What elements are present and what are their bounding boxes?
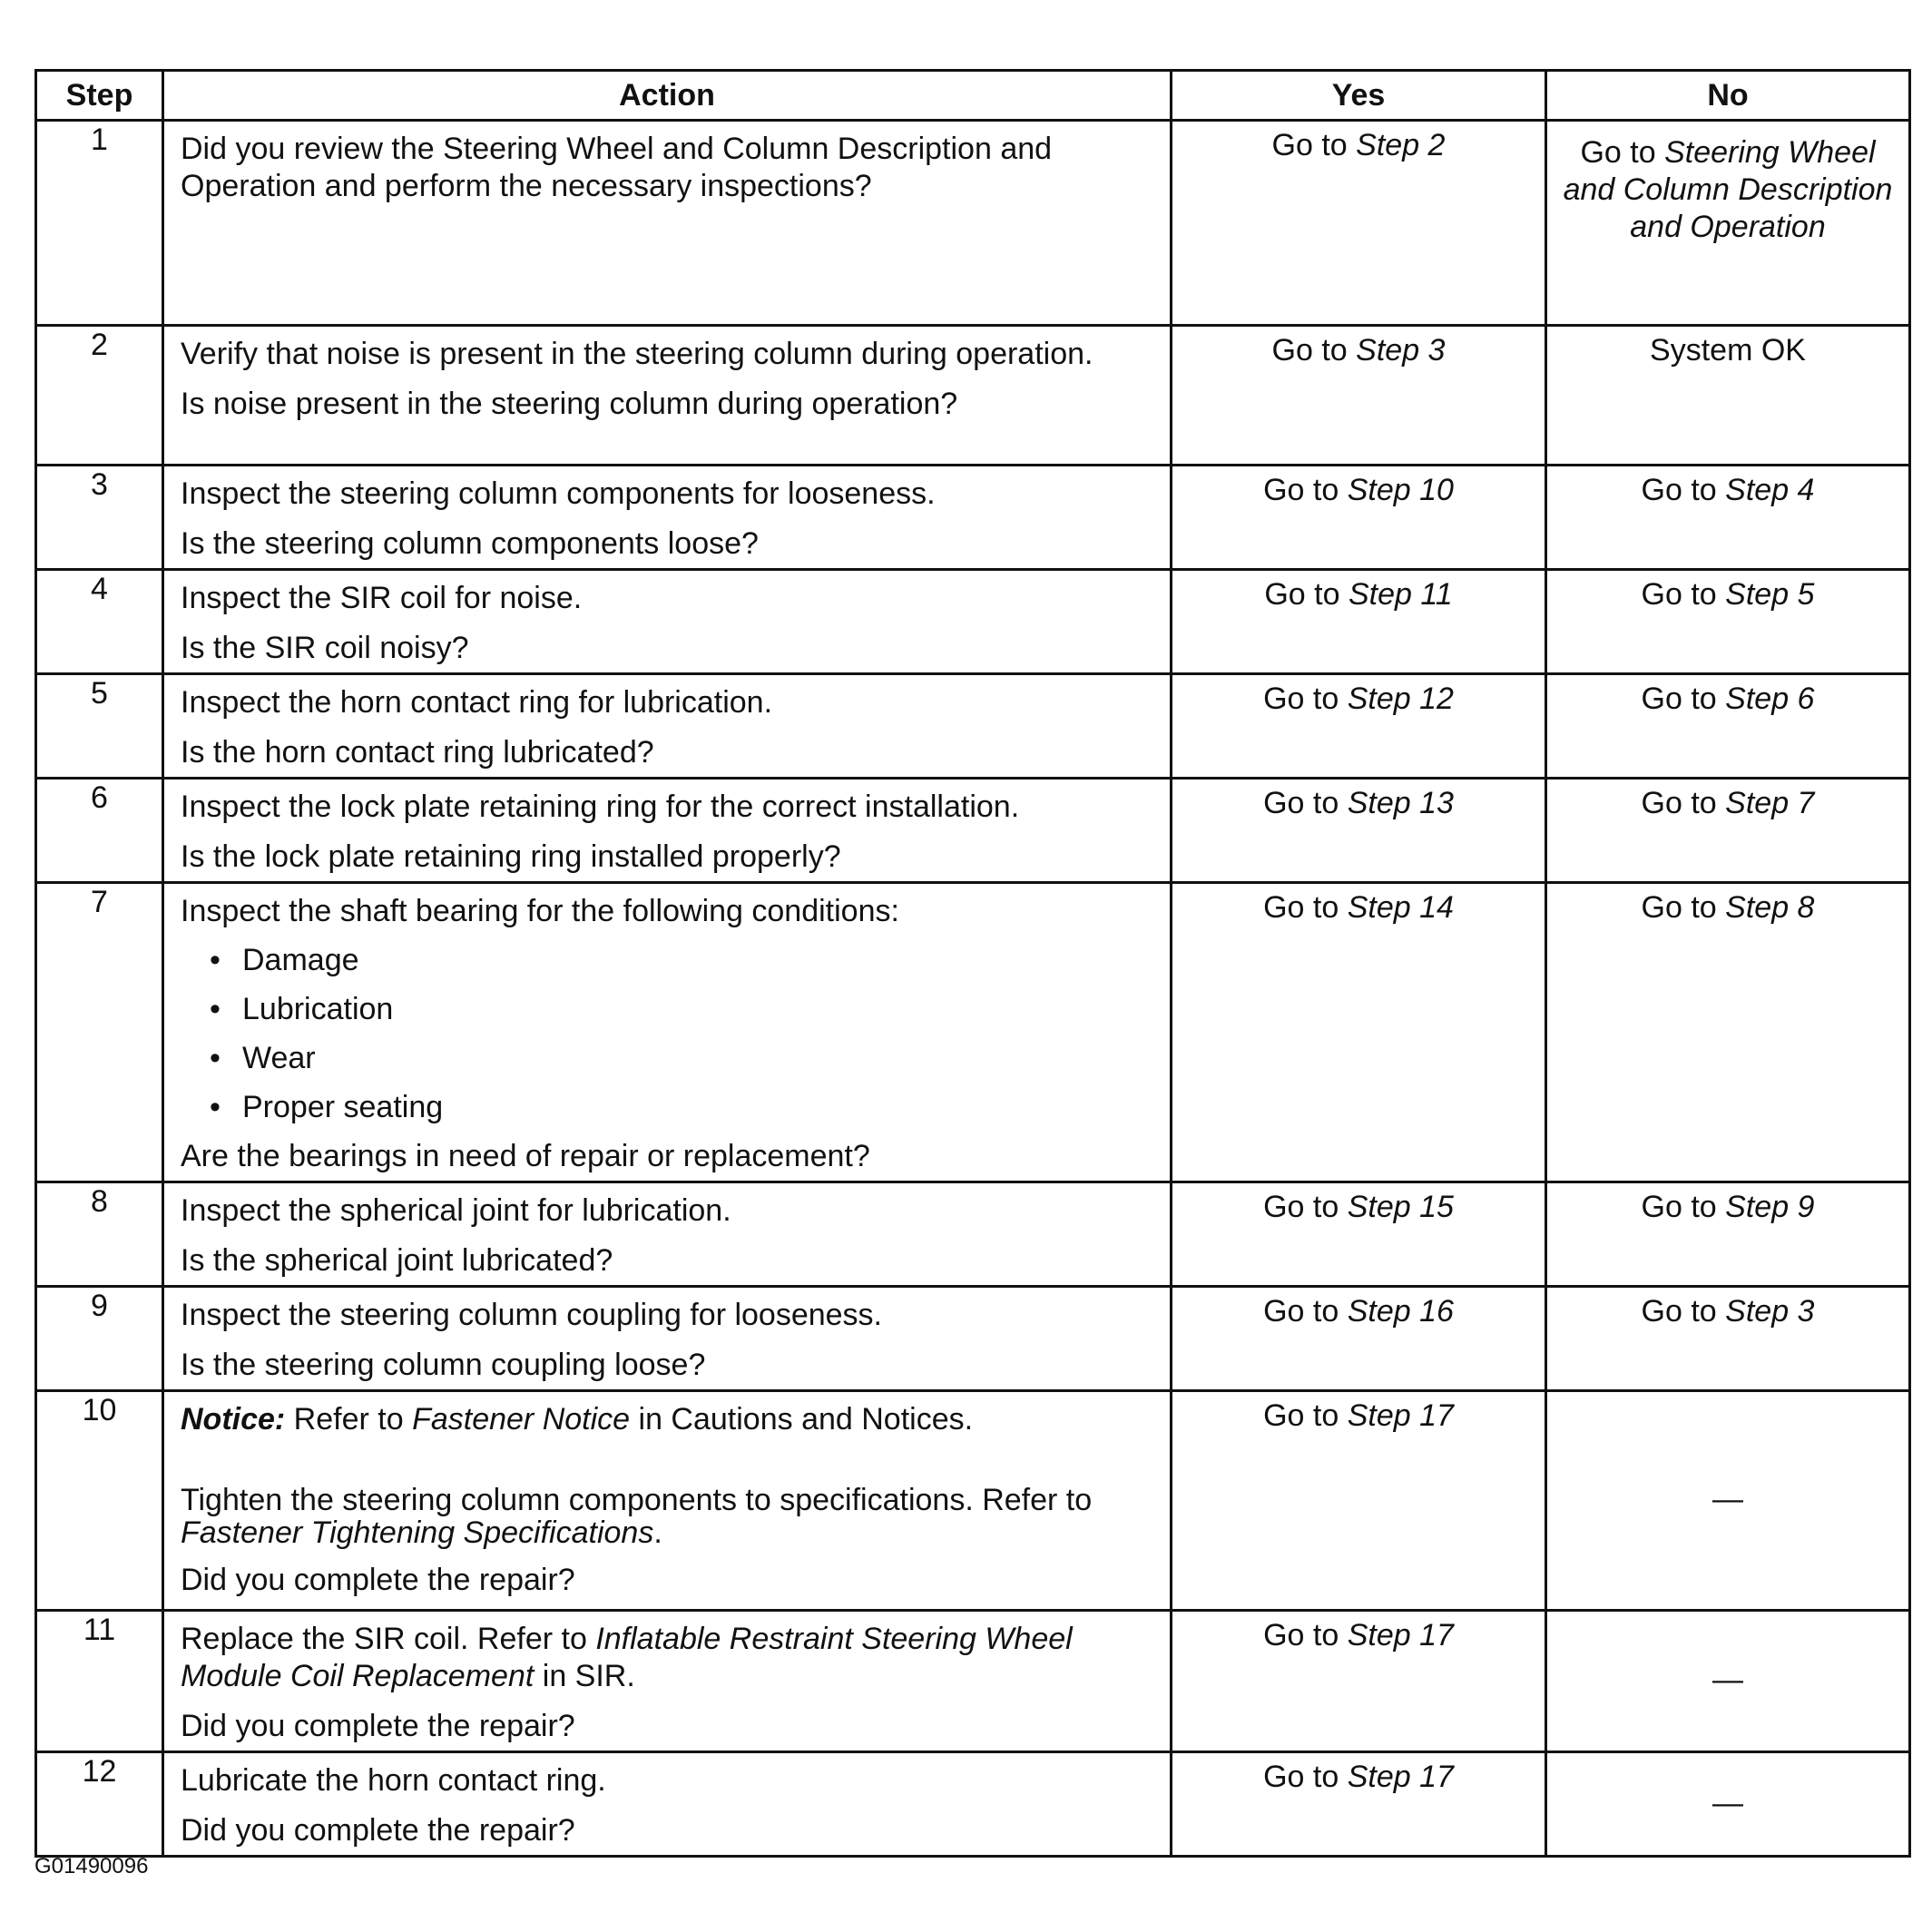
step-number: 5 bbox=[36, 674, 163, 779]
no-text: System OK bbox=[1650, 333, 1806, 368]
action-question: Is the spherical joint lubricated? bbox=[181, 1243, 613, 1278]
no-step-ref: Step 7 bbox=[1725, 786, 1815, 820]
table-row bbox=[36, 779, 1910, 883]
action-text: Inspect the lock plate retaining ring for the correct installation. bbox=[181, 789, 1020, 824]
bullet-dot-icon: • bbox=[210, 1090, 221, 1124]
action-text: Inspect the shaft bearing for the following conditions: bbox=[181, 894, 899, 928]
action-question: Did you complete the repair? bbox=[181, 1709, 575, 1743]
header-yes: Yes bbox=[1172, 71, 1546, 121]
yes-cell bbox=[1172, 1391, 1546, 1611]
no-prefix: Go to bbox=[1641, 1294, 1717, 1329]
figure-id: G01490096 bbox=[34, 1854, 149, 1878]
step-number: 9 bbox=[36, 1287, 163, 1391]
yes-step-ref: Step 12 bbox=[1347, 682, 1454, 716]
no-dash: — bbox=[1712, 1662, 1743, 1697]
step-number: 1 bbox=[36, 121, 163, 326]
yes-cell bbox=[1172, 326, 1546, 466]
no-step-ref: Step 8 bbox=[1725, 890, 1815, 925]
replace-text: Replace the SIR coil. Refer to bbox=[181, 1622, 596, 1656]
yes-step-ref: Step 15 bbox=[1347, 1190, 1454, 1224]
no-cell bbox=[1546, 570, 1910, 674]
action-question: Is the horn contact ring lubricated? bbox=[181, 735, 654, 770]
header-step: Step bbox=[36, 71, 163, 121]
yes-step-ref: Step 17 bbox=[1347, 1398, 1454, 1433]
yes-prefix: Go to bbox=[1263, 1760, 1339, 1794]
yes-step-ref: Step 14 bbox=[1347, 890, 1454, 925]
yes-prefix: Go to bbox=[1263, 1294, 1339, 1329]
yes-prefix: Go to bbox=[1263, 890, 1339, 925]
step-number: 2 bbox=[36, 326, 163, 466]
action-text: Did you review the Steering Wheel and Column Description and Operation and perform the necessary inspections? bbox=[181, 132, 1053, 203]
notice-ref: Fastener Notice bbox=[412, 1402, 631, 1437]
yes-step-ref: Step 16 bbox=[1347, 1294, 1454, 1329]
bullet-item bbox=[181, 1040, 1157, 1077]
table-row bbox=[36, 326, 1910, 466]
action-cell bbox=[163, 1752, 1172, 1857]
step-number: 11 bbox=[36, 1611, 163, 1752]
yes-prefix: Go to bbox=[1263, 1190, 1339, 1224]
yes-cell bbox=[1172, 1611, 1546, 1752]
yes-step-ref: Step 17 bbox=[1347, 1760, 1454, 1794]
yes-prefix: Go to bbox=[1263, 1618, 1339, 1652]
action-text bbox=[181, 1621, 1157, 1695]
yes-prefix: Go to bbox=[1263, 1398, 1339, 1433]
step-number: 8 bbox=[36, 1182, 163, 1287]
action-question: Is noise present in the steering column during operation? bbox=[181, 387, 958, 421]
replace-text-end: in SIR. bbox=[534, 1659, 635, 1693]
yes-cell bbox=[1172, 121, 1546, 326]
no-prefix: Go to bbox=[1641, 473, 1717, 507]
step-number: 3 bbox=[36, 466, 163, 570]
no-prefix: Go to bbox=[1641, 577, 1717, 612]
no-dash: — bbox=[1712, 1482, 1743, 1516]
yes-cell bbox=[1172, 883, 1546, 1182]
step-number: 7 bbox=[36, 883, 163, 1182]
no-cell bbox=[1546, 674, 1910, 779]
yes-cell bbox=[1172, 570, 1546, 674]
no-dash: — bbox=[1712, 1785, 1743, 1820]
no-prefix: Go to bbox=[1641, 682, 1717, 716]
no-cell bbox=[1546, 1752, 1910, 1857]
no-prefix: Go to bbox=[1641, 1190, 1717, 1224]
bullet-dot-icon: • bbox=[210, 992, 221, 1026]
table-header-row bbox=[36, 71, 1910, 121]
replacement-ref: Inflatable Restraint Steering Wheel Module Coil Replacement bbox=[181, 1622, 1073, 1693]
no-cell bbox=[1546, 1391, 1910, 1611]
no-cell bbox=[1546, 121, 1910, 326]
yes-cell bbox=[1172, 1287, 1546, 1391]
action-text: Inspect the steering column coupling for looseness. bbox=[181, 1298, 883, 1332]
no-cell bbox=[1546, 466, 1910, 570]
yes-step-ref: Step 10 bbox=[1347, 473, 1454, 507]
yes-cell bbox=[1172, 1182, 1546, 1287]
action-cell bbox=[163, 1182, 1172, 1287]
action-question: Is the SIR coil noisy? bbox=[181, 631, 469, 665]
no-cell bbox=[1546, 1182, 1910, 1287]
no-cell bbox=[1546, 779, 1910, 883]
no-prefix: Go to bbox=[1641, 786, 1717, 820]
tighten-text-end: . bbox=[653, 1515, 662, 1550]
action-text: Inspect the horn contact ring for lubrication. bbox=[181, 685, 773, 720]
no-step-ref: Step 5 bbox=[1725, 577, 1815, 612]
table-row bbox=[36, 1611, 1910, 1752]
action-cell bbox=[163, 674, 1172, 779]
yes-step-ref: Step 13 bbox=[1347, 786, 1454, 820]
yes-prefix: Go to bbox=[1263, 473, 1339, 507]
no-prefix: Go to bbox=[1580, 135, 1656, 170]
action-question: Is the steering column components loose? bbox=[181, 526, 759, 561]
action-text: Inspect the SIR coil for noise. bbox=[181, 581, 583, 615]
yes-prefix: Go to bbox=[1263, 786, 1339, 820]
no-cell bbox=[1546, 326, 1910, 466]
action-cell bbox=[163, 1287, 1172, 1391]
no-step-ref: Step 3 bbox=[1725, 1294, 1815, 1329]
bullet-text: Damage bbox=[242, 943, 359, 977]
yes-cell bbox=[1172, 674, 1546, 779]
yes-cell bbox=[1172, 1752, 1546, 1857]
table-row bbox=[36, 466, 1910, 570]
no-step-ref: Step 4 bbox=[1725, 473, 1815, 507]
action-text bbox=[181, 1484, 1157, 1549]
no-cell bbox=[1546, 1611, 1910, 1752]
no-step-ref: Step 9 bbox=[1725, 1190, 1815, 1224]
action-question: Are the bearings in need of repair or replacement? bbox=[181, 1139, 870, 1173]
yes-prefix: Go to bbox=[1263, 682, 1339, 716]
yes-cell bbox=[1172, 466, 1546, 570]
notice-text: Refer to bbox=[285, 1402, 413, 1437]
bullet-text: Lubrication bbox=[242, 992, 394, 1026]
no-doc-ref: Steering Wheel and Column Description and Operation bbox=[1563, 135, 1893, 244]
action-text: Inspect the steering column components for looseness. bbox=[181, 476, 936, 511]
action-cell bbox=[163, 466, 1172, 570]
diagnostic-table bbox=[34, 69, 1911, 1858]
bullet-dot-icon: • bbox=[210, 943, 221, 977]
tighten-text: Tighten the steering column components to specifications. Refer to bbox=[181, 1483, 1093, 1517]
table-row bbox=[36, 1287, 1910, 1391]
notice-line bbox=[181, 1401, 1157, 1438]
bullet-item bbox=[181, 991, 1157, 1028]
action-cell bbox=[163, 779, 1172, 883]
action-cell bbox=[163, 570, 1172, 674]
action-cell bbox=[163, 121, 1172, 326]
step-number: 4 bbox=[36, 570, 163, 674]
table-row bbox=[36, 883, 1910, 1182]
action-question: Is the steering column coupling loose? bbox=[181, 1348, 706, 1382]
step-number: 10 bbox=[36, 1391, 163, 1611]
step-number: 12 bbox=[36, 1752, 163, 1857]
notice-text-end: in Cautions and Notices. bbox=[630, 1402, 974, 1437]
action-text: Verify that noise is present in the steering column during operation. bbox=[181, 337, 1093, 371]
action-text: Lubricate the horn contact ring. bbox=[181, 1763, 606, 1798]
action-question: Is the lock plate retaining ring installed properly? bbox=[181, 839, 841, 874]
bullet-dot-icon: • bbox=[210, 1041, 221, 1075]
yes-cell bbox=[1172, 779, 1546, 883]
action-cell bbox=[163, 1391, 1172, 1611]
bullet-text: Wear bbox=[242, 1041, 316, 1075]
table-row bbox=[36, 674, 1910, 779]
table-row bbox=[36, 121, 1910, 326]
bullet-text: Proper seating bbox=[242, 1090, 444, 1124]
table-row bbox=[36, 1182, 1910, 1287]
table-row bbox=[36, 1391, 1910, 1611]
yes-prefix: Go to bbox=[1264, 577, 1340, 612]
yes-prefix: Go to bbox=[1271, 333, 1348, 368]
action-question: Did you complete the repair? bbox=[181, 1563, 575, 1597]
yes-step-ref: Step 17 bbox=[1347, 1618, 1454, 1652]
action-text: Inspect the spherical joint for lubrication. bbox=[181, 1193, 731, 1228]
bullet-item bbox=[181, 942, 1157, 979]
action-question: Did you complete the repair? bbox=[181, 1813, 575, 1848]
no-step-ref: Step 6 bbox=[1725, 682, 1815, 716]
bullet-item bbox=[181, 1089, 1157, 1126]
table-row bbox=[36, 570, 1910, 674]
yes-step-ref: Step 2 bbox=[1356, 128, 1446, 162]
table-row bbox=[36, 1752, 1910, 1857]
yes-step-ref: Step 11 bbox=[1348, 577, 1453, 612]
action-cell bbox=[163, 883, 1172, 1182]
step-number: 6 bbox=[36, 779, 163, 883]
header-action: Action bbox=[163, 71, 1172, 121]
notice-label: Notice: bbox=[181, 1402, 286, 1437]
action-cell bbox=[163, 326, 1172, 466]
no-cell bbox=[1546, 883, 1910, 1182]
action-cell bbox=[163, 1611, 1172, 1752]
no-cell bbox=[1546, 1287, 1910, 1391]
no-prefix: Go to bbox=[1641, 890, 1717, 925]
yes-prefix: Go to bbox=[1271, 128, 1348, 162]
header-no: No bbox=[1546, 71, 1910, 121]
yes-step-ref: Step 3 bbox=[1356, 333, 1446, 368]
spec-ref: Fastener Tightening Specifications bbox=[181, 1515, 654, 1550]
